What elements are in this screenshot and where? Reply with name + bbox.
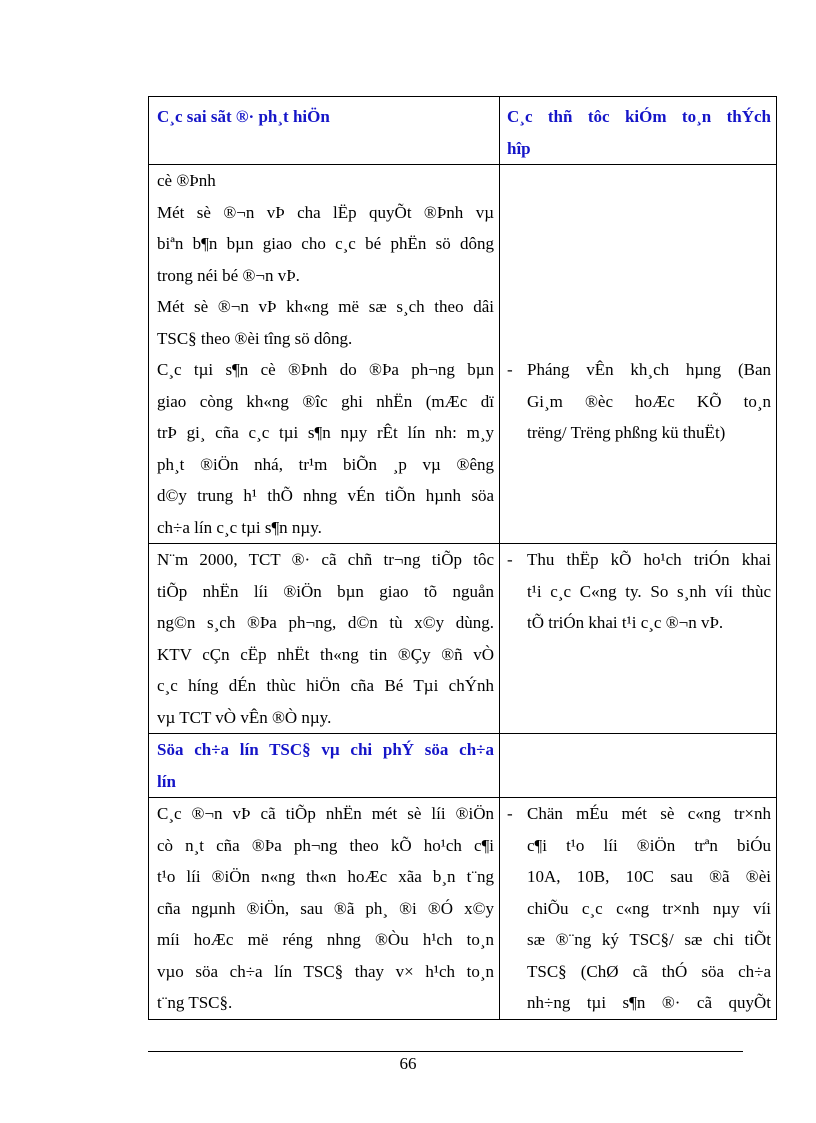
text-line: c¸c híng dÉn thùc hiÖn cña Bé Tµi chÝnh <box>157 676 494 695</box>
row2-errors <box>149 544 500 733</box>
header-errors-found <box>149 97 500 164</box>
text-line: Chän mÉu mét sè c«ng tr×nh <box>527 804 771 823</box>
list-item-text <box>527 354 771 449</box>
bullet-dash: - <box>507 550 513 569</box>
list-item-text <box>527 798 771 1019</box>
row1-procedures <box>500 165 776 543</box>
text-line: N¨m 2000, TCT ®· cã chñ tr¬ng tiÕp tôc <box>157 550 494 569</box>
bullet-dash: - <box>507 804 513 823</box>
text-line: trong néi bé ®¬n vÞ. <box>157 265 300 285</box>
text-line: lín <box>157 771 176 791</box>
table-row <box>149 798 776 1019</box>
audit-table <box>148 96 777 1020</box>
text-line: Gi¸m ®èc hoÆc KÕ to¸n <box>527 391 771 411</box>
text-line: nh÷ng tµi s¶n ®· cã quyÕt <box>527 993 771 1012</box>
text-line: tÕ triÓn khai t¹i c¸c ®¬n vÞ. <box>527 613 724 632</box>
text-line: biªn b¶n bµn giao cho c¸c bé phËn sö dông <box>157 234 494 253</box>
text-line: Pháng vÊn kh¸ch hµng (Ban <box>527 360 771 379</box>
text-line: C¸c tµi s¶n cè ®Þnh do ®Þa ph¬ng bµn <box>157 360 494 379</box>
text-line: TSC§ (ChØ cã thÓ söa ch÷a <box>527 961 771 981</box>
text-line: chiÕu c¸c c«ng tr×nh nµy víi <box>527 898 771 918</box>
footer-divider <box>148 1051 743 1052</box>
page-number: 66 <box>399 1054 417 1073</box>
table-header-row <box>149 97 776 165</box>
section-heading <box>149 734 500 797</box>
text-line: hîp <box>507 138 531 158</box>
text-line: TSC§ theo ®èi tîng sö dông. <box>157 328 353 348</box>
list-item-text <box>527 544 771 639</box>
text-line: trëng/ Trëng phßng kü thuËt) <box>527 423 726 442</box>
bullet-dash: - <box>507 360 513 379</box>
list-item <box>507 544 771 639</box>
text-line: KTV cÇn cËp nhËt th«ng tin ®Çy ®ñ vÒ <box>157 644 494 664</box>
text-line: cña ngµnh ®iÖn, sau ®ã ph¸ ®i ®Ó x©y <box>157 898 494 918</box>
text-line: Mét sè ®¬n vÞ kh«ng më sæ s¸ch theo dâi <box>157 297 494 316</box>
text-line: t¨ng TSC§. <box>157 993 233 1012</box>
text-line: cò n¸t cña ®Þa ph¬ng theo kÕ ho¹ch c¶i <box>157 835 494 855</box>
table-row <box>149 544 776 734</box>
section-heading-row <box>149 734 776 798</box>
row3-procedures <box>500 798 776 1019</box>
row3-errors <box>149 798 500 1019</box>
text-line: t¹i c¸c C«ng ty. So s¸nh víi thùc <box>527 581 771 601</box>
row1-errors <box>149 165 500 543</box>
text-line: Mét sè ®¬n vÞ cha lËp quyÕt ®Þnh vµ <box>157 202 494 222</box>
text-line: tiÕp nhËn líi ®iÖn bµn giao tõ nguån <box>157 581 494 601</box>
header-audit-procedures <box>500 97 776 164</box>
text-line: trÞ gi¸ cña c¸c tµi s¶n nµy rÊt lín nh: m¸y <box>157 423 494 442</box>
text-line: vµ TCT vÒ vÊn ®Ò nµy. <box>157 707 332 727</box>
text-line: ph¸t ®iÖn nhá, tr¹m biÕn ¸p vµ ®êng <box>157 454 494 474</box>
list-item <box>507 354 771 449</box>
text-line: Thu thËp kÕ ho¹ch triÓn khai <box>527 550 771 569</box>
text-line: Söa ch÷a lín TSC§ vµ chi phÝ söa ch÷a <box>157 740 494 759</box>
list-item <box>507 798 771 1019</box>
text-line: vµo söa ch÷a lín TSC§ thay v× h¹ch to¸n <box>157 961 494 981</box>
text-line: C¸c sai sãt ®· ph¸t hiÖn <box>157 107 330 126</box>
text-line: ch÷a lín c¸c tµi s¶n nµy. <box>157 517 322 537</box>
text-line: C¸c thñ tôc kiÓm to¸n thÝch <box>507 107 771 126</box>
row2-procedures <box>500 544 776 733</box>
text-line: C¸c ®¬n vÞ cã tiÕp nhËn mét sè líi ®iÖn <box>157 804 494 823</box>
text-line: d©y trung h¹ thÕ nhng vÉn tiÕn hµnh söa <box>157 486 494 505</box>
table-row <box>149 165 776 544</box>
text-line: sæ ®¨ng ký TSC§/ sæ chi tiÕt <box>527 930 771 949</box>
text-line: t¹o líi ®iÖn n«ng th«n hoÆc xãa b¸n t¨ng <box>157 867 494 886</box>
text-line: cè ®Þnh <box>157 171 216 190</box>
section-empty-cell <box>500 734 776 797</box>
text-line: c¶i t¹o líi ®iÖn trªn biÓu <box>527 835 771 855</box>
text-line: ng©n s¸ch ®Þa ph¬ng, d©n tù x©y dùng. <box>157 613 494 632</box>
text-line: míi hoÆc më réng nhng ®Òu h¹ch to¸n <box>157 930 494 949</box>
text-line: giao còng kh«ng ®îc ghi nhËn (mÆc dï <box>157 391 494 411</box>
text-line: 10A, 10B, 10C sau ®ã ®èi <box>527 867 771 886</box>
